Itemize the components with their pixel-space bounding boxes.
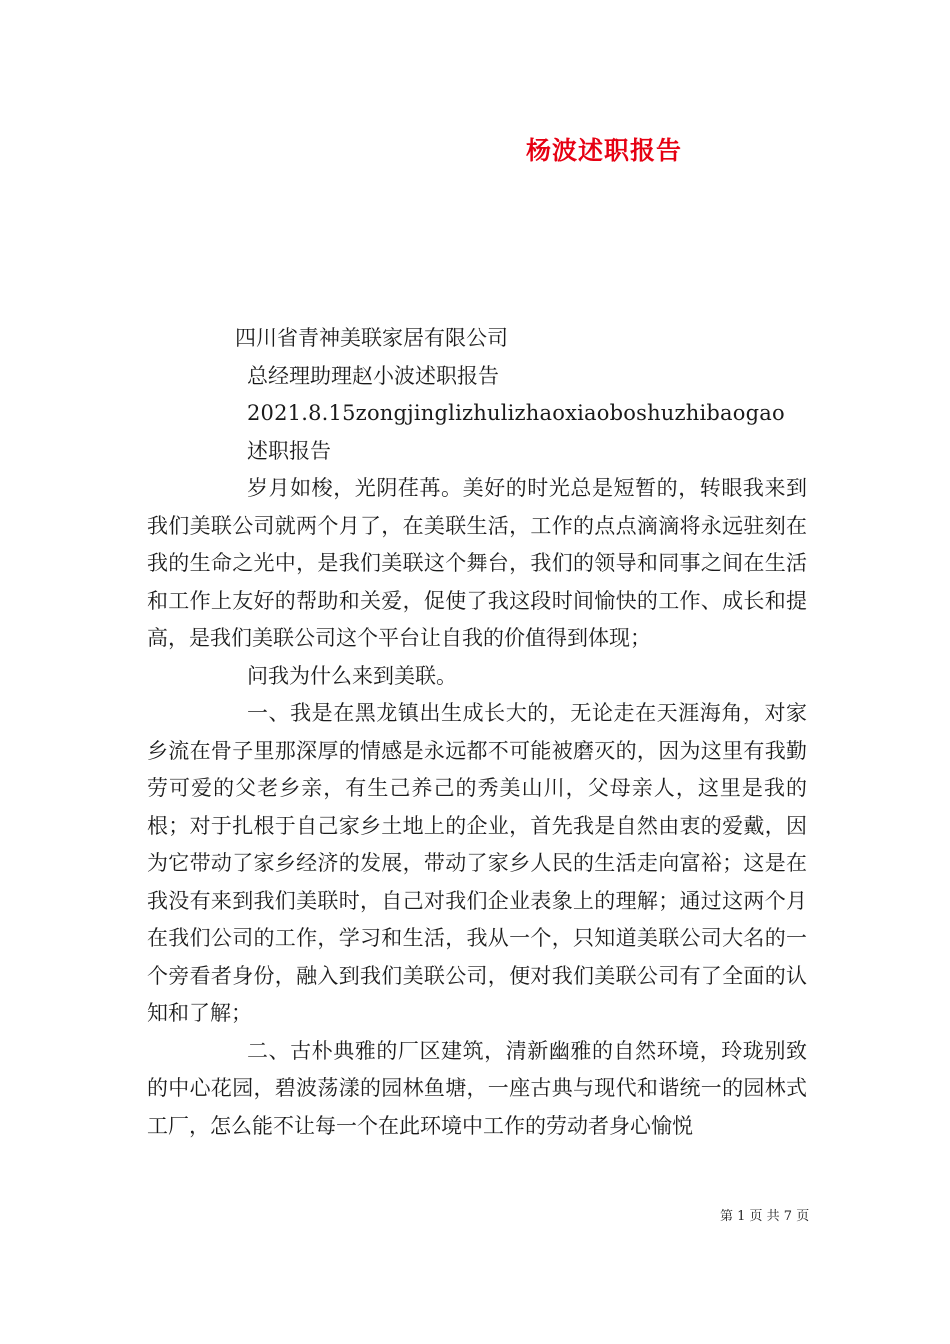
paragraph-question: 问我为什么来到美联。	[247, 663, 457, 688]
document-title: 杨波述职报告	[526, 136, 683, 165]
page-number-footer: 第 1 页 共 7 页	[720, 1209, 810, 1224]
company-line: 四川省青神美联家居有限公司	[235, 326, 508, 350]
document-body	[147, 320, 807, 1145]
subtitle-line: 总经理助理赵小波述职报告	[247, 363, 499, 388]
paragraph-one: 一、我是在黑龙镇出生成长大的，无论走在天涯海角，对家乡流在骨子里那深厚的情感是永远都不可能被磨灭的，因为这里有我勤劳可爱的父老乡亲，有生己养己的秀美山川，父母亲人，这里是我的根；对于扎根于自己家乡土地上的企业，首先我是自然由衷的爱戴，因为它带动了家乡经济的发展，带动了家乡人民的生活走向富裕；这是在我没有来到我们美联时，自己对我们企业表象上的理解；通过这两个月在我们公司的工作，学习和生活，我从一个，只知道美联公司大名的一个旁看者身份，融入到我们美联公司，便对我们美联公司有了全面的认知和了解；	[147, 701, 807, 1025]
paragraph-two: 二、古朴典雅的厂区建筑，清新幽雅的自然环境，玲珑别致的中心花园，碧波荡漾的园林鱼塘，一座古典与现代和谐统一的园林式工厂，怎么能不让每一个在此环境中工作的劳动者身心愉悦	[147, 1038, 807, 1138]
paragraph-intro: 岁月如梭，光阴荏苒。美好的时光总是短暂的，转眼我来到我们美联公司就两个月了，在美联生活，工作的点点滴滴将永远驻刻在我的生命之光中，是我们美联这个舞台，我们的领导和同事之间在生活和工作上友好的帮助和关爱，促使了我这段时间愉快的工作、成长和提高，是我们美联公司这个平台让自我的价值得到体现；	[147, 476, 807, 650]
date-line: 2021.8.15zongjinglizhulizhaoxiaoboshuzhibaogao	[247, 401, 785, 425]
section-heading: 述职报告	[247, 438, 331, 463]
